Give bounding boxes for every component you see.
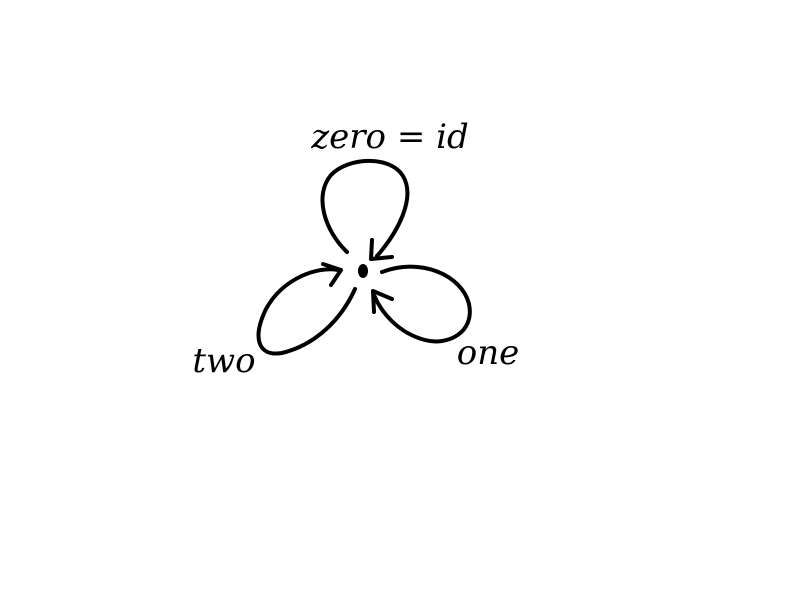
loop-one-label: one [456,333,520,373]
loop-zero [322,161,407,259]
loop-two-arrowhead [323,264,341,285]
loop-two-path [259,269,355,353]
loop-one-path [374,267,470,342]
loop-two-label: two [192,341,256,381]
loop-zero-path [322,161,407,256]
loop-one [373,267,470,342]
loop-two [259,264,355,354]
loop-zero-label: zero = id [311,117,469,157]
base-point-dot [358,264,368,278]
